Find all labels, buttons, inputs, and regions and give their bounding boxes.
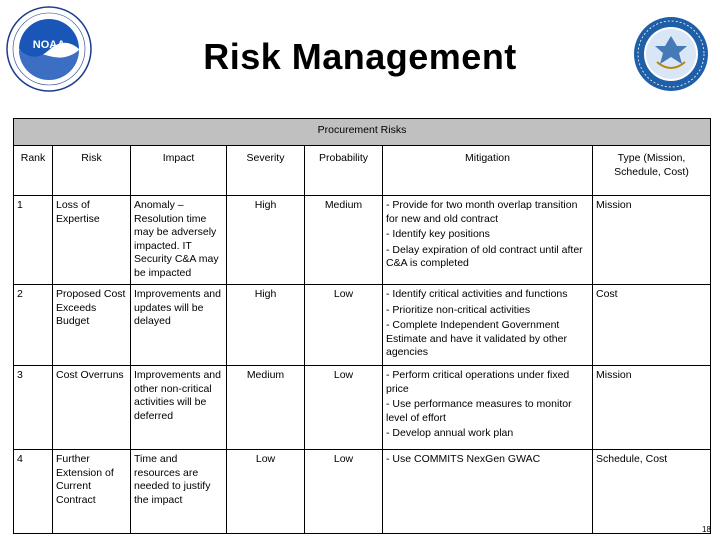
mitigation-item: - Identify key positions bbox=[386, 228, 490, 240]
cell-severity: Low bbox=[227, 450, 305, 534]
mitigation-item: - Prioritize non-critical activities bbox=[386, 303, 531, 316]
header-rank: Rank bbox=[14, 146, 53, 196]
mitigation-item: - Develop annual work plan bbox=[386, 427, 514, 439]
table-row bbox=[14, 450, 711, 534]
cell-probability: Low bbox=[305, 450, 383, 534]
cell-impact: Time and resources are needed to justify the impact bbox=[131, 450, 227, 534]
cell-rank: 2 bbox=[14, 285, 53, 366]
header-type: Type (Mission, Schedule, Cost) bbox=[593, 146, 711, 196]
mitigation-item: - Delay expiration of old contract until after C&A is completed bbox=[386, 243, 583, 269]
mitigation-item: - Complete Independent Government Estimate and have it validated by other agencies bbox=[386, 319, 567, 358]
cell-severity: High bbox=[227, 196, 305, 285]
header-impact: Impact bbox=[131, 146, 227, 196]
header-mitigation: Mitigation bbox=[383, 146, 593, 196]
cell-mitigation bbox=[383, 450, 593, 534]
cell-rank: 3 bbox=[14, 366, 53, 450]
mitigation-item: - Identify critical activities and functions bbox=[386, 288, 568, 300]
table-caption: Procurement Risks bbox=[14, 119, 711, 146]
cell-probability: Low bbox=[305, 285, 383, 366]
cell-type: Mission bbox=[593, 196, 711, 285]
cell-risk: Loss of Expertise bbox=[53, 196, 131, 285]
header-severity: Severity bbox=[227, 146, 305, 196]
page-title: Risk Management bbox=[203, 36, 517, 77]
cell-risk: Further Extension of Current Contract bbox=[53, 450, 131, 534]
cell-impact: Improvements and updates will be delayed bbox=[131, 285, 227, 366]
page-number: 18 bbox=[702, 525, 711, 534]
cell-mitigation bbox=[383, 196, 593, 285]
table-row bbox=[14, 366, 711, 450]
cell-risk: Proposed Cost Exceeds Budget bbox=[53, 285, 131, 366]
cell-type: Mission bbox=[593, 366, 711, 450]
cell-risk: Cost Overruns bbox=[53, 366, 131, 450]
mitigation-item: - Provide for two month overlap transition for new and old contract bbox=[386, 199, 578, 225]
cell-probability: Medium bbox=[305, 196, 383, 285]
cell-rank: 4 bbox=[14, 450, 53, 534]
procurement-risks-table bbox=[13, 118, 710, 534]
cell-type: Schedule, Cost bbox=[593, 450, 711, 534]
cell-impact: Anomaly – Resolution time may be adversely impacted. IT Security C&A may be impacted bbox=[131, 196, 227, 285]
mitigation-item: - Perform critical operations under fixed price bbox=[386, 369, 570, 395]
cell-impact: Improvements and other non-critical activities will be deferred bbox=[131, 366, 227, 450]
cell-rank: 1 bbox=[14, 196, 53, 285]
cell-mitigation bbox=[383, 285, 593, 366]
svg-text:NOAA: NOAA bbox=[32, 39, 66, 51]
mitigation-item: - Use COMMITS NexGen GWAC bbox=[386, 453, 541, 465]
cell-probability: Low bbox=[305, 366, 383, 450]
mitigation-item: - Use performance measures to monitor level of effort bbox=[386, 398, 572, 424]
cell-severity: High bbox=[227, 285, 305, 366]
header-risk: Risk bbox=[53, 146, 131, 196]
table-row bbox=[14, 196, 711, 285]
cell-type: Cost bbox=[593, 285, 711, 366]
table-header-row bbox=[14, 146, 711, 196]
cell-severity: Medium bbox=[227, 366, 305, 450]
header-probability: Probability bbox=[305, 146, 383, 196]
cell-mitigation bbox=[383, 366, 593, 450]
table-row bbox=[14, 285, 711, 366]
